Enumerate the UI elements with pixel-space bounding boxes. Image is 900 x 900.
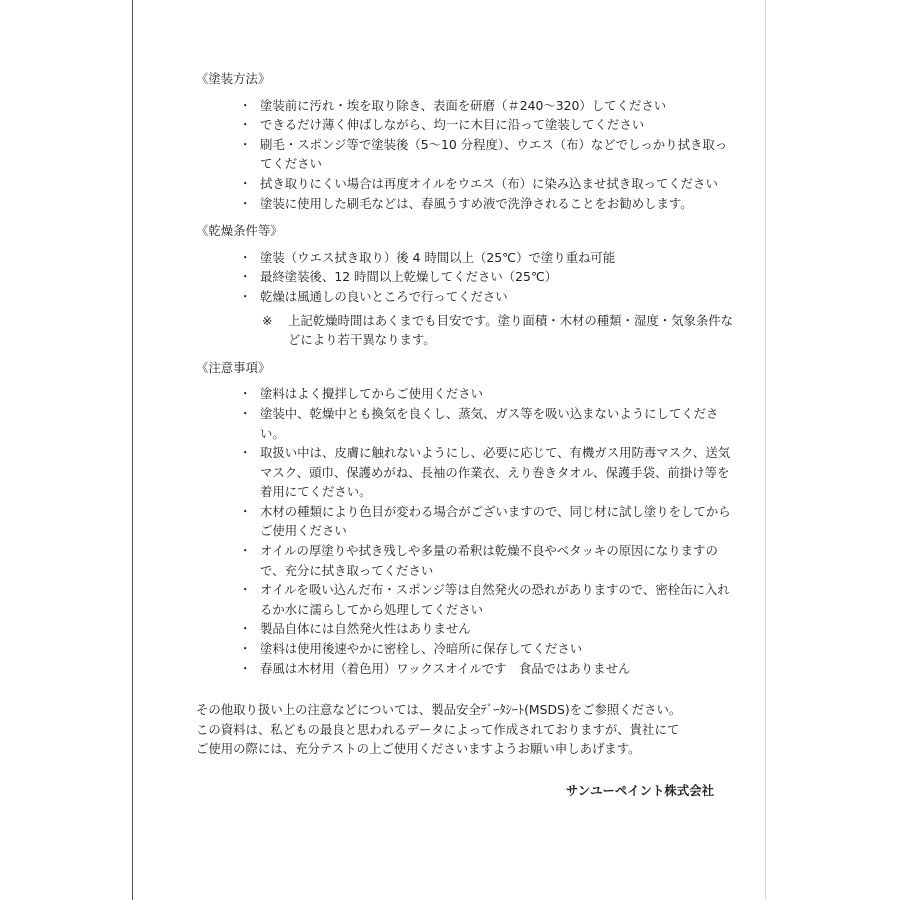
- bullet: ・: [239, 117, 252, 133]
- bullet: ・: [239, 97, 252, 113]
- list-painting-method: [196, 96, 736, 214]
- closing-line: その他取り扱い上の注意などについては、製品安全ﾃﾞｰﾀｼｰﾄ(MSDS)をご参照ください。: [196, 702, 682, 718]
- list-item: ・ 乾燥は風通しの良いところで行ってください: [196, 287, 736, 307]
- drying-note: [196, 311, 736, 350]
- bullet: ・: [239, 249, 252, 265]
- bullet: ・: [239, 503, 252, 519]
- closing-line: ご使用の際には、充分テストの上ご使用くださいますようお願い申しあげます。: [196, 741, 641, 757]
- section-title-painting-method: 《塗装方法》: [196, 71, 271, 86]
- bullet: ・: [239, 405, 252, 421]
- list-item: ・ 塗装（ウエス拭き取り）後 4 時間以上（25℃）で塗り重ね可能: [196, 248, 736, 268]
- list-item: ・ オイルの厚塗りや拭き残しや多量の希釈は乾燥不良やベタッキの原因になりますので、充分に拭き取ってください: [239, 543, 718, 578]
- list-item: ・ 塗料は使用後速やかに密栓し、冷暗所に保存してください: [196, 639, 736, 659]
- list-item: ・ 製品自体には自然発火性はありません: [196, 619, 736, 639]
- list-item: ・ 刷毛・スポンジ等で塗装後（5～10 分程度）、ウエス（布）などでしっかり拭き取ってください: [239, 136, 728, 172]
- list-item: ・ 塗装前に汚れ・埃を取り除き、表面を研磨（＃240～320）してください: [196, 96, 736, 116]
- list-item: ・ 春風は木材用（着色用）ワックスオイルです 食品ではありません: [196, 659, 736, 679]
- list-drying-conditions: [196, 248, 736, 307]
- bullet: ・: [239, 269, 252, 285]
- company-name: サンユーペイント株式会社: [565, 783, 714, 798]
- list-item: ・ 塗装中、乾燥中とも換気を良くし、蒸気、ガス等を吸い込まないようにしてください。: [239, 405, 719, 441]
- list-item: ・ 塗料はよく攪拌してからご使用ください: [196, 384, 736, 404]
- bullet: ・: [239, 543, 252, 559]
- document-body: [196, 69, 736, 801]
- bullet: ・: [239, 582, 252, 598]
- bullet: ・: [239, 445, 252, 461]
- bullet: ・: [239, 136, 252, 152]
- list-item: ・ 木材の種類により色目が変わる場合がございますので、同じ材に試し塗りをしてからご使用ください: [239, 503, 731, 539]
- bullet: ・: [239, 175, 252, 191]
- list-item: ・ できるだけ薄く伸ばしながら、均一に木目に沿って塗装してください: [196, 115, 736, 135]
- section-title-drying-conditions: 《乾燥条件等》: [196, 223, 283, 239]
- bullet: ・: [239, 660, 252, 676]
- list-item: ・ 最終塗装後、12 時間以上乾燥してください（25℃）: [196, 267, 736, 287]
- list-item: ・ 塗装に使用した刷毛などは、春風うすめ液で洗浄されることをお勧めします。: [196, 194, 736, 214]
- note-mark: ※: [262, 312, 273, 328]
- note-text: 上記乾燥時間はあくまでも目安です。塗り面積・木材の種類・湿度・気象条件などにより若干異なります。: [288, 312, 734, 348]
- bullet: ・: [239, 641, 252, 657]
- section-title-precautions: 《注意事項》: [196, 359, 271, 375]
- bullet: ・: [239, 288, 252, 304]
- list-item: ・ オイルを吸い込んだ布・スポンジ等は自然発火の恐れがありますので、密栓缶に入れるか水に濡らしてから処理してください: [239, 582, 730, 617]
- closing-line: この資料は、私どもの最良と思われるデータによって作成されておりますが、貴社にて: [196, 721, 680, 737]
- list-item: ・ 取扱い中は、皮膚に触れないようにし、必要に応じて、有機ガス用防毒マスク、送気マスク、頭巾、保護めがね、長袖の作業衣、えり巻きタオル、保護手袋、前掛け等を着用にてください。: [239, 445, 731, 500]
- bullet: ・: [239, 195, 252, 211]
- list-precautions: [196, 384, 736, 678]
- bullet: ・: [239, 621, 252, 637]
- page-border-left: [132, 0, 133, 900]
- list-item: ・ 拭き取りにくい場合は再度オイルをウエス（布）に染み込ませ拭き取ってください: [196, 174, 736, 194]
- page-border-right: [765, 0, 766, 900]
- bullet: ・: [239, 386, 252, 402]
- closing-paragraph: [196, 700, 736, 759]
